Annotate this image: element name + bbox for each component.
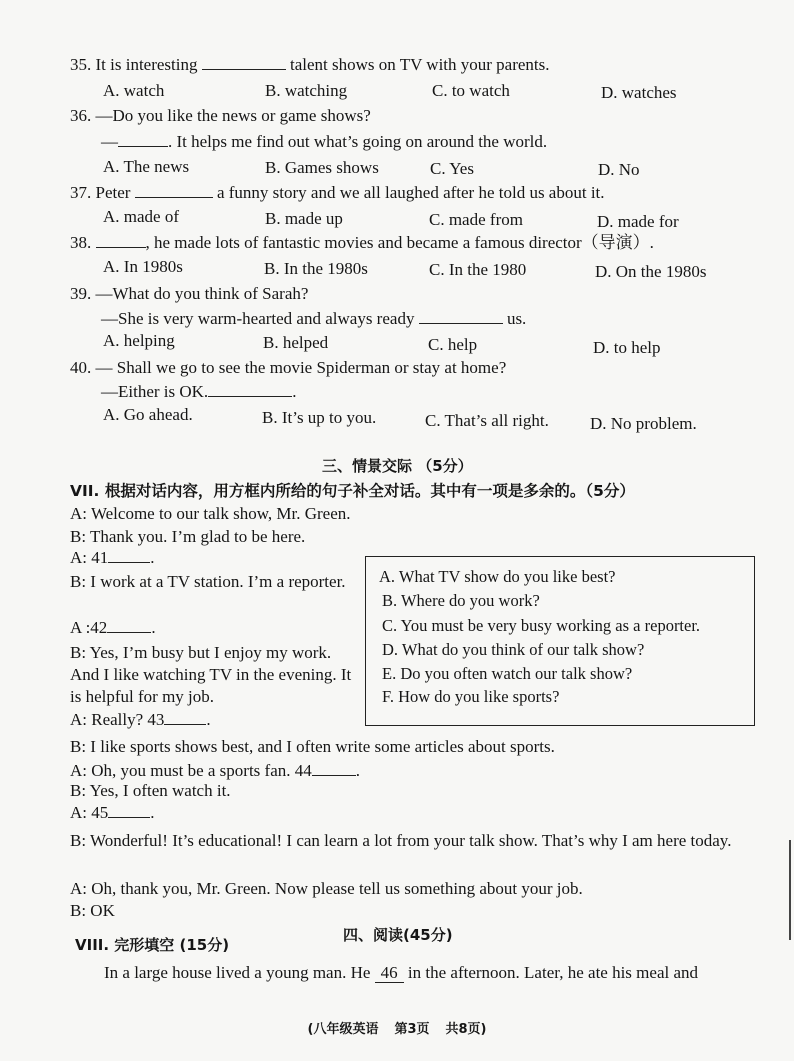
dialogue-line-45 bbox=[70, 802, 155, 824]
question-38 bbox=[70, 232, 654, 254]
q38-option-a[interactable]: A. In 1980s bbox=[103, 257, 183, 276]
q40-option-a[interactable]: A. Go ahead. bbox=[103, 405, 193, 424]
q39-reply-b: us. bbox=[502, 309, 527, 328]
q35-option-a[interactable]: A. watch bbox=[103, 81, 165, 100]
passage-text-a: In a large house lived a young man. He bbox=[104, 963, 375, 982]
q37-option-c[interactable]: C. made from bbox=[429, 210, 523, 229]
q39-reply bbox=[101, 308, 526, 330]
section-8-heading: VIII. 完形填空 (15分) bbox=[75, 936, 230, 954]
q40-reply-b: . bbox=[292, 382, 297, 401]
page-footer bbox=[0, 1018, 794, 1037]
box-option-e[interactable]: E. Do you often watch our talk show? bbox=[382, 664, 633, 683]
box-option-b[interactable]: B. Where do you work? bbox=[382, 591, 540, 610]
q39-option-d[interactable]: D. to help bbox=[593, 338, 661, 357]
q37-option-a[interactable]: A. made of bbox=[103, 207, 180, 226]
q36-option-d[interactable]: D. No bbox=[598, 160, 640, 179]
q38-stem-b: , he made lots of fantastic movies and became a famous director（导演）. bbox=[145, 233, 654, 252]
dialogue-line-14-text: B: OK bbox=[70, 901, 115, 920]
box-option-d[interactable]: D. What do you think of our talk show? bbox=[382, 640, 645, 659]
options-box bbox=[365, 556, 755, 726]
footer-total-pages: 共8页) bbox=[445, 1022, 487, 1037]
dialogue-line-14 bbox=[70, 900, 115, 922]
dialogue-line-44 bbox=[70, 760, 360, 782]
q35-stem-a: 35. It is interesting bbox=[70, 55, 202, 74]
q40-reply bbox=[101, 381, 296, 403]
passage-first-line bbox=[104, 962, 698, 984]
question-35 bbox=[70, 54, 550, 76]
box-option-f[interactable]: F. How do you like sports? bbox=[382, 687, 560, 706]
dialogue-line-8: B: I like sports shows best, and I often write some articles about sports. bbox=[70, 737, 555, 756]
question-37 bbox=[70, 182, 605, 204]
question-39: 39. —What do you think of Sarah? bbox=[70, 284, 309, 303]
q37-blank[interactable] bbox=[135, 183, 213, 198]
box-option-a[interactable]: A. What TV show do you like best? bbox=[379, 567, 616, 586]
q45-label: A: 45 bbox=[70, 803, 109, 822]
q37-stem-a: 37. Peter bbox=[70, 183, 135, 202]
q38-option-d[interactable]: D. On the 1980s bbox=[595, 262, 707, 281]
q35-option-c[interactable]: C. to watch bbox=[432, 81, 510, 100]
dialogue-line-43 bbox=[70, 709, 211, 731]
q41-label: A: 41 bbox=[70, 548, 109, 567]
q36-option-c[interactable]: C. Yes bbox=[430, 159, 474, 178]
dialogue-line-13: A: Oh, thank you, Mr. Green. Now please tell us something about your job. bbox=[70, 879, 583, 898]
footer-subject: (八年级英语 bbox=[307, 1022, 379, 1037]
section-7-instruction: VII. 根据对话内容，用方框内所给的句子补全对话。其中有一项是多余的。（5分） bbox=[70, 482, 635, 500]
dialogue-line-4: B: I work at a TV station. I’m a reporter. bbox=[70, 572, 346, 591]
q39-option-c[interactable]: C. help bbox=[428, 335, 478, 354]
q35-option-d[interactable]: D. watches bbox=[601, 83, 677, 102]
q38-option-b[interactable]: B. In the 1980s bbox=[264, 259, 368, 278]
q35-stem-b: talent shows on TV with your parents. bbox=[285, 55, 550, 74]
q39-option-b[interactable]: B. helped bbox=[263, 333, 329, 352]
q36-reply-a: — bbox=[101, 132, 118, 151]
dialogue-line-41 bbox=[70, 547, 155, 569]
passage-text-b: in the afternoon. Later, he ate his meal and bbox=[403, 963, 699, 982]
q40-reply-a: —Either is OK. bbox=[101, 382, 209, 401]
q35-option-b[interactable]: B. watching bbox=[265, 81, 348, 100]
question-36: 36. —Do you like the news or game shows? bbox=[70, 106, 371, 125]
q44-period: . bbox=[355, 761, 361, 780]
question-40: 40. — Shall we go to see the movie Spiderman or stay at home? bbox=[70, 358, 507, 377]
dialogue-line-1: A: Welcome to our talk show, Mr. Green. bbox=[70, 504, 351, 523]
q40-option-c[interactable]: C. That’s all right. bbox=[425, 411, 549, 430]
q41-blank[interactable] bbox=[108, 548, 150, 563]
q40-option-d[interactable]: D. No problem. bbox=[590, 414, 697, 433]
q46-blank[interactable]: 46 bbox=[375, 964, 404, 983]
q38-option-c[interactable]: C. In the 1980 bbox=[429, 260, 527, 279]
q37-option-d[interactable]: D. made for bbox=[597, 212, 679, 231]
q45-period: . bbox=[150, 803, 155, 822]
q42-period: . bbox=[151, 618, 156, 637]
q39-blank[interactable] bbox=[419, 309, 503, 324]
q36-reply-b: . It helps me find out what’s going on around the world. bbox=[168, 132, 548, 151]
q36-option-a[interactable]: A. The news bbox=[103, 157, 190, 176]
q43-blank[interactable] bbox=[164, 710, 206, 725]
dialogue-line-6: B: Yes, I’m busy but I enjoy my work. And I like watching TV in the evening. It is helpful for my job. bbox=[70, 643, 352, 706]
dialogue-line-10: B: Yes, I often watch it. bbox=[70, 781, 231, 800]
q42-label: A :42 bbox=[70, 618, 108, 637]
dialogue-line-12: B: Wonderful! It’s educational! I can learn a lot from your talk show. That’s why I am here today. bbox=[70, 831, 732, 850]
footer-page-number: 第3页 bbox=[394, 1022, 430, 1037]
section-4-heading: 四、阅读(45分) bbox=[343, 926, 453, 944]
q39-reply-a: —She is very warm-hearted and always ready bbox=[101, 309, 419, 328]
q44-label: A: Oh, you must be a sports fan. 44 bbox=[70, 761, 312, 780]
q45-blank[interactable] bbox=[108, 803, 150, 818]
q37-stem-b: a funny story and we all laughed after he told us about it. bbox=[212, 183, 605, 202]
q36-blank[interactable] bbox=[118, 132, 168, 147]
dialogue-line-2: B: Thank you. I’m glad to be here. bbox=[70, 527, 306, 546]
q36-reply bbox=[101, 131, 547, 153]
box-option-c[interactable]: C. You must be very busy working as a reporter. bbox=[382, 616, 701, 635]
page-edge-line bbox=[789, 840, 791, 940]
q43-period: . bbox=[206, 710, 211, 729]
dialogue-line-42 bbox=[70, 617, 156, 639]
q42-blank[interactable] bbox=[107, 618, 151, 633]
q40-option-b[interactable]: B. It’s up to you. bbox=[262, 408, 377, 427]
q37-option-b[interactable]: B. made up bbox=[265, 209, 343, 228]
q38-blank[interactable] bbox=[96, 233, 146, 248]
q39-option-a[interactable]: A. helping bbox=[103, 331, 175, 350]
q44-blank[interactable] bbox=[312, 761, 356, 776]
section-3-heading: 三、情景交际 （5分） bbox=[322, 457, 473, 475]
q36-option-b[interactable]: B. Games shows bbox=[265, 158, 379, 177]
q41-period: . bbox=[150, 548, 155, 567]
q40-blank[interactable] bbox=[208, 382, 292, 397]
q38-stem-a: 38. bbox=[70, 233, 96, 252]
q35-blank[interactable] bbox=[202, 55, 286, 70]
q43-label: A: Really? 43 bbox=[70, 710, 165, 729]
